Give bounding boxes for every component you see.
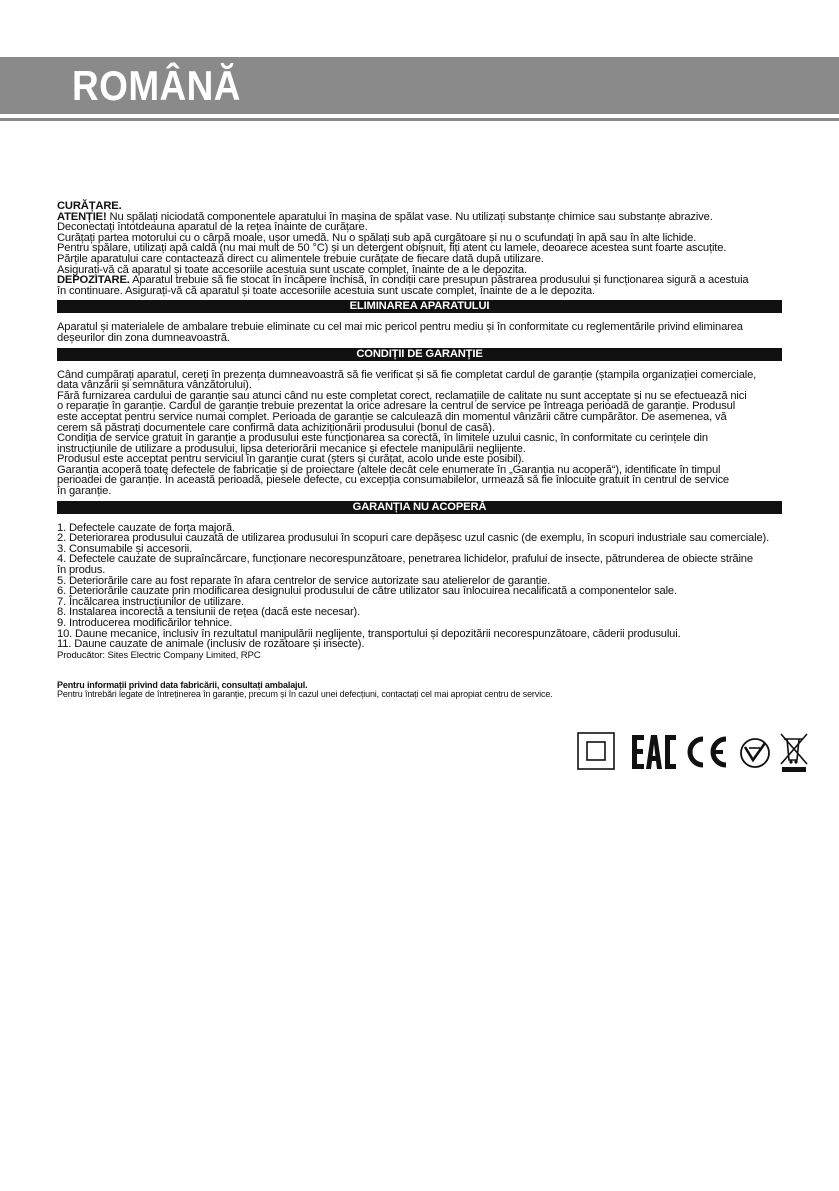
header-divider [0,118,839,121]
list-item: 1. Defectele cauzate de forța majoră. [57,521,235,534]
disposal-line: Aparatul și materialele de ambalare trebuie eliminate cu cel mai mic pericol pentru mediu și în conformitate cu reglementările privind eliminarea [57,321,743,334]
storage-text: Aparatul trebuie să fie stocat în încăpere închisă, în condiții care presupun păstrarea produsului și funcționarea sigură a acestuia [129,274,749,287]
cleaning-line: Asigurați-vă că aparatul și toate accesoriile acestuia sunt uscate complet, înainte de a le depozita. [57,263,527,276]
warranty-line: este acceptat pentru service numai complet. Perioada de garanție se calculează din momentul vânzării către cumpărător. De asemenea, vă [57,410,727,423]
weee-crossed-bin-icon [781,734,807,772]
warranty-line: Când cumpărați aparatul, cereți în prezența dumneavoastră să fie verificat și să fie completat cardul de garanție (ștampila organizației comerciale, [57,368,757,381]
rostest-mark-icon [741,739,769,767]
warranty-line: Garanția acoperă toate defectele de fabricație și de proiectare (altele decât cele enumerate în „Garanția nu acoperă“), identificate în timpul [57,463,721,476]
warranty-line: data vânzării și semnătura vânzătorului). [57,379,252,392]
cleaning-line: Pentru spălare, utilizați apă caldă (nu mai mult de 50 °C) și un detergent obișnuit, fiți atent cu lamele, deoarece acestea sunt foarte ascuțite. [57,242,727,255]
info-block [57,681,813,699]
storage-line: în continuare. Asigurați-vă că aparatul și toate accesoriile acestuia sunt uscate complet, înainte de a le depozita. [57,284,595,297]
storage-label: DEPOZITARE. [57,274,130,287]
certification-marks [577,731,813,773]
list-item: 9. Introducerea modificărilor tehnice. [57,617,233,629]
disposal-heading-bar: ELIMINAREA APARATULUI [57,300,782,313]
warranty-line: Produsul este acceptat pentru serviciul în garanție curat (șters și curățat, acolo unde este posibil). [57,453,525,466]
warranty-line: perioadei de garanție. În această perioadă, piesele defecte, cu excepția consumabilelor, urmează să fie înlocuite gratuit în centrul de service [57,474,729,487]
eac-mark-icon [577,731,676,769]
service-contact-note: Pentru întrebări legate de întreținerea în garanție, precum și în cazul unei defecțiuni, contactați cel mai apropiat centru de service. [57,688,553,699]
list-item: 2. Deteriorarea produsului cauzată de utilizarea produsului în scopuri care depășesc uzul casnic (de exemplu, în scopuri industriale sau comerciale). [57,532,770,545]
list-item: 5. Deteriorările care au fost reparate în afara centrelor de service autorizate sau atelierelor de garanție. [57,574,551,587]
list-item: 11. Daune cauzate de animale (inclusiv de rozătoare și insecte). [57,638,365,651]
not-covered-heading-bar: GARANȚIA NU ACOPERĂ [57,501,782,514]
warranty-line: cerem să păstrați documentele care confirmă data achiziționării produsului (bonul de casă). [57,421,495,434]
warranty-line: în garanție. [57,485,112,498]
class-ii-double-insulation-icon [578,733,614,769]
list-item: 4. Defectele cauzate de supraîncărcare, funcționare necorespunzătoare, penetrarea lichidelor, prafului de insecte, pătrunderea de obiecte străine [57,553,753,566]
warning-label: ATENȚIE! [57,210,107,223]
document-body [57,201,813,699]
disposal-line: deșeurilor din zona dumneavoastră. [57,331,230,344]
warranty-line: instrucțiunile de utilizare a produsului, lipsa deteriorării mecanice și efectele manipulării neglijente. [57,442,526,455]
cleaning-heading: CURĂȚARE. [57,200,122,212]
list-item: în produs. [57,564,106,577]
warranty-line: o reparație în garanție. Cardul de garanție trebuie prezentat la orice adresare la centrul de service pe întreaga perioadă de garanție. Produsul [57,400,736,413]
producer-text: Producător: Sites Electric Company Limited, RPC [57,649,261,661]
list-item: 8. Instalarea incorectă a tensiunii de rețea (dacă este necesar). [57,606,361,619]
page-title: ROMÂNĂ [72,62,241,109]
warranty-line: Condiția de service gratuit în garanție a produsului este funcționarea sa corectă, în limitele uzului casnic, în conformitate cu cerințele din [57,432,708,445]
list-item: 3. Consumabile și accesorii. [57,542,193,555]
warranty-heading-bar: CONDIȚII DE GARANȚIE [57,348,782,361]
cleaning-line: Curățați partea motorului cu o cârpă moale, ușor umedă. Nu o spălați sub apă curgătoare și nu o scufundați în apă sau în alte lichide. [57,231,697,244]
warranty-line: Fără furnizarea cardului de garanție sau atunci când nu este completat corect, reclamațiile de calitate nu sunt acceptate și nu se efectuează nici [57,389,747,402]
manufacture-date-note: Pentru informații privind data fabricării, consultați ambalajul. [57,679,308,690]
list-item: 10. Daune mecanice, inclusiv în rezultatul manipulării neglijente, transportului și depozitării necorespunzătoare, căderii produsului. [57,627,681,640]
list-item: 7. Încălcarea instrucțiunilor de utilizare. [57,595,244,608]
warning-text: Nu spălați niciodată componentele aparatului în mașina de spălat vase. Nu utilizați substanțe chimice sau substanțe abrazive. [106,210,713,223]
cleaning-line: Deconectați întotdeauna aparatul de la rețea înainte de curățare. [57,221,368,234]
cleaning-line: Părțile aparatului care contactează direct cu alimentele trebuie curățate de fiecare dată după utilizare. [57,252,544,265]
list-item: 6. Deteriorările cauzate prin modificarea designului produsului de către utilizator sau înlocuirea necalificată a componentelor sale. [57,585,677,598]
not-covered-list [57,523,813,650]
